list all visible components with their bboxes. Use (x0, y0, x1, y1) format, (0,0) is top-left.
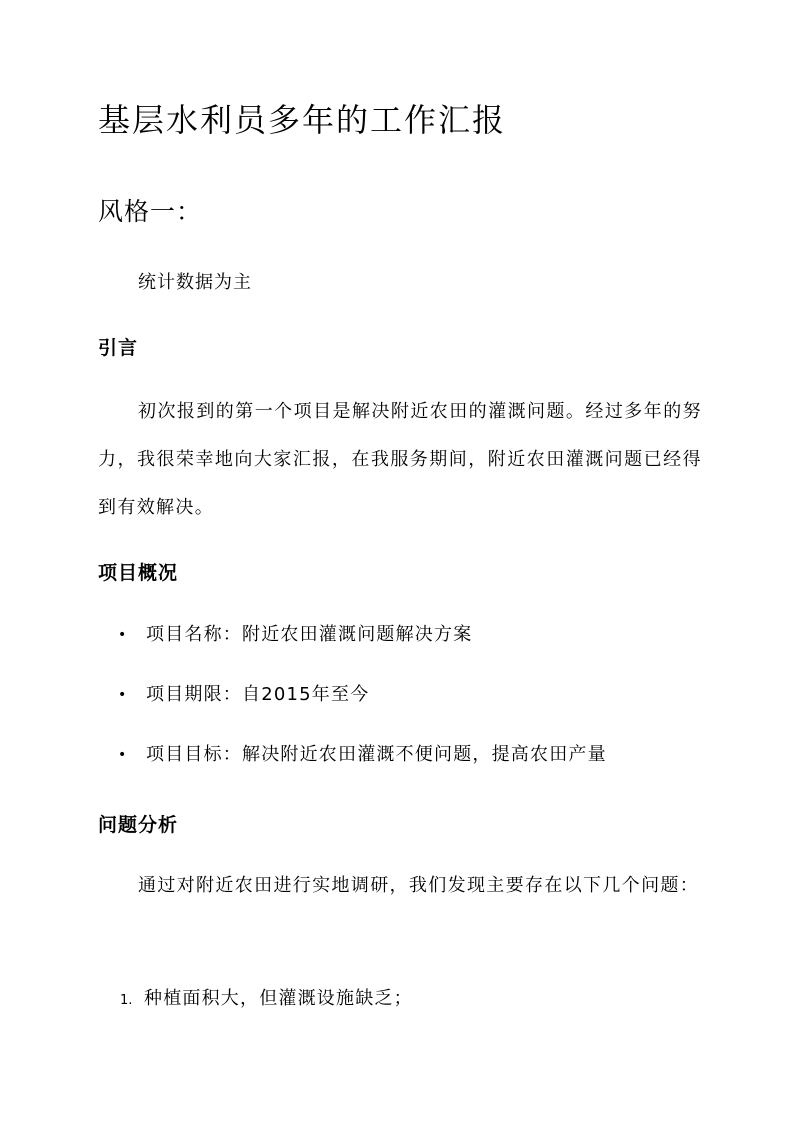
section-heading-analysis: 问题分析 (98, 814, 179, 836)
list-item-text: 种植面积大，但灌溉设施缺乏； (144, 988, 413, 1009)
section-heading-intro: 引言 (98, 337, 139, 359)
analysis-paragraph: 通过对附近农田进行实地调研，我们发现主要存在以下几个问题： (138, 875, 700, 896)
style-heading: 风格一： (98, 197, 203, 226)
intro-paragraph: 初次报到的第一个项目是解决附近农田的灌溉问题。经过多年的努力，我很荣幸地向大家汇报，在我服务期间，附近农田灌溉问题已经得到有效解决。 (98, 401, 702, 518)
list-item-text: 项目名称：附近农田灌溉问题解决方案 (146, 624, 473, 645)
bullet-icon: • (118, 687, 128, 703)
document-title: 基层水利员多年的工作汇报 (98, 101, 507, 139)
list-item-text: 项目期限：自2015年至今 (146, 684, 370, 705)
bullet-icon: • (118, 627, 128, 643)
bullet-icon: • (118, 747, 128, 763)
list-item-text: 项目目标：解决附近农田灌溉不便问题，提高农田产量 (146, 744, 607, 765)
document-subtitle: 统计数据为主 (138, 272, 252, 293)
list-number: 1. (120, 993, 133, 1008)
section-heading-overview: 项目概况 (98, 562, 179, 584)
